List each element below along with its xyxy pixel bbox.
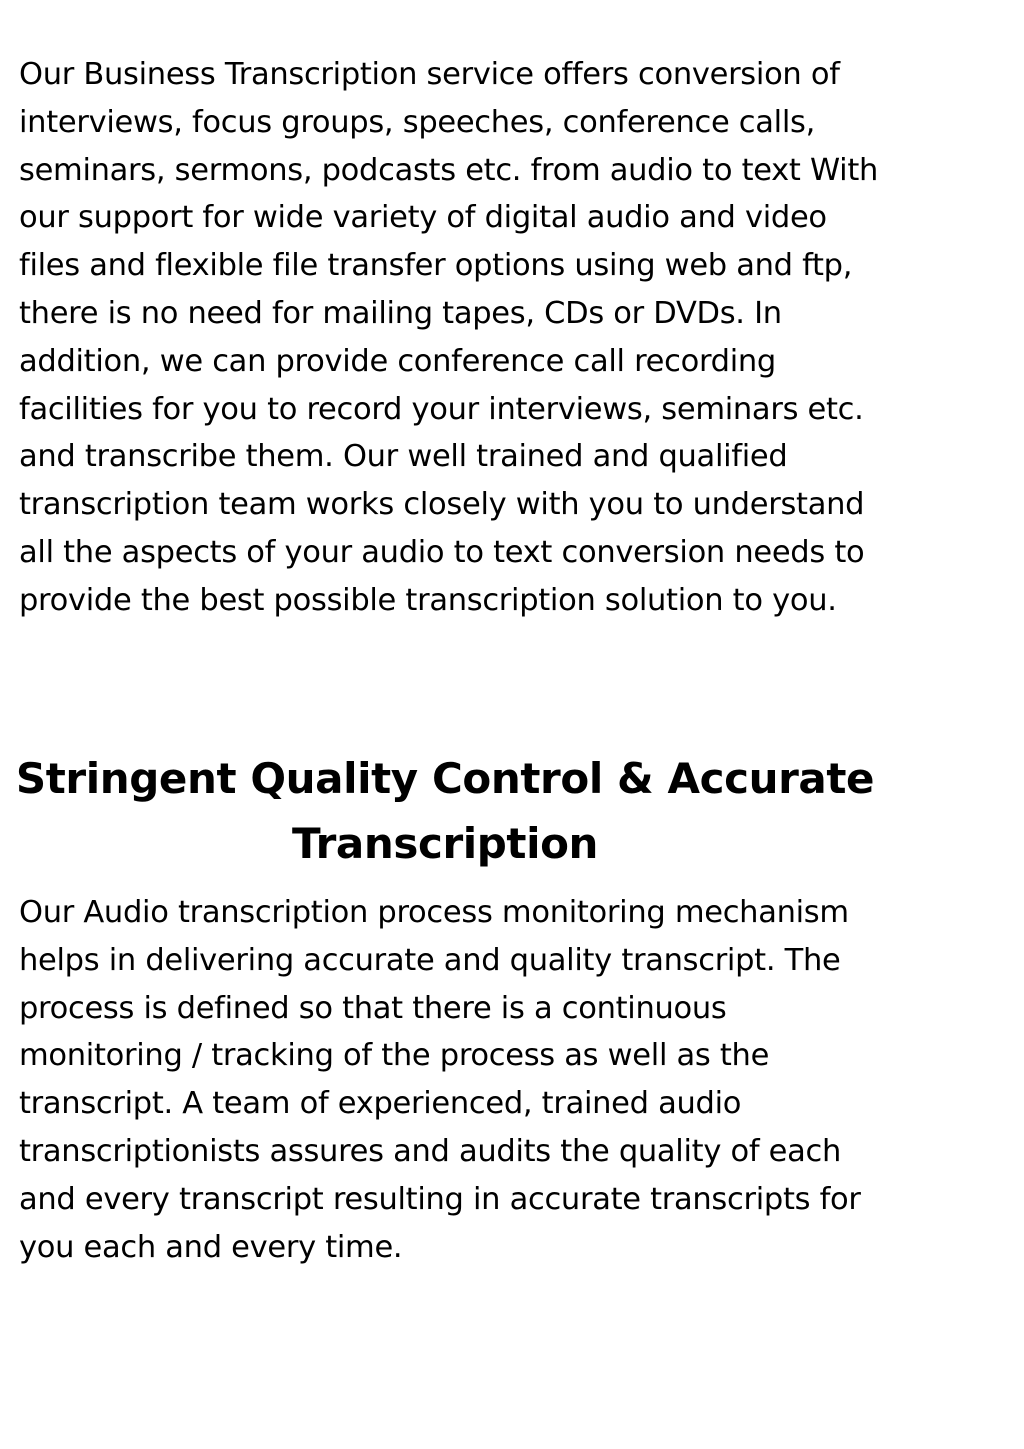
quality-line: process is defined so that there is a continuous bbox=[19, 990, 727, 1026]
quality-line: transcriptionists assures and audits the quality of each bbox=[19, 1133, 842, 1169]
intro-line: addition, we can provide conference call recording bbox=[19, 343, 776, 379]
intro-line: provide the best possible transcription solution to you. bbox=[19, 582, 837, 618]
intro-paragraph bbox=[19, 51, 1004, 625]
section-heading-line: Stringent Quality Control & Accurate bbox=[15, 754, 875, 803]
quality-line: Our Audio transcription process monitoring mechanism bbox=[19, 895, 849, 930]
intro-line: transcription team works closely with you to understand bbox=[19, 487, 865, 523]
section-heading-line: Transcription bbox=[291, 819, 599, 868]
intro-line: all the aspects of your audio to text conversion needs to bbox=[19, 534, 865, 570]
quality-line: transcript. A team of experienced, trained audio bbox=[19, 1086, 742, 1122]
intro-line: Our Business Transcription service offers conversion of bbox=[19, 57, 840, 92]
intro-line: our support for wide variety of digital audio and video bbox=[19, 200, 827, 236]
quality-line: you each and every time. bbox=[19, 1229, 403, 1265]
intro-line: and transcribe them. Our well trained and qualified bbox=[19, 439, 788, 475]
quality-line: helps in delivering accurate and quality transcript. The bbox=[19, 942, 841, 978]
intro-line: seminars, sermons, podcasts etc. from audio to text With bbox=[19, 152, 879, 188]
section-heading bbox=[0, 746, 890, 876]
intro-line: interviews, focus groups, speeches, conference calls, bbox=[19, 104, 815, 140]
intro-line: facilities for you to record your interviews, seminars etc. bbox=[19, 391, 864, 427]
quality-paragraph bbox=[19, 889, 1004, 1271]
intro-line: there is no need for mailing tapes, CDs or DVDs. In bbox=[19, 295, 782, 331]
quality-line: monitoring / tracking of the process as well as the bbox=[19, 1038, 770, 1074]
quality-line: and every transcript resulting in accurate transcripts for bbox=[19, 1181, 861, 1217]
intro-line: files and flexible file transfer options using web and ftp, bbox=[19, 248, 853, 284]
